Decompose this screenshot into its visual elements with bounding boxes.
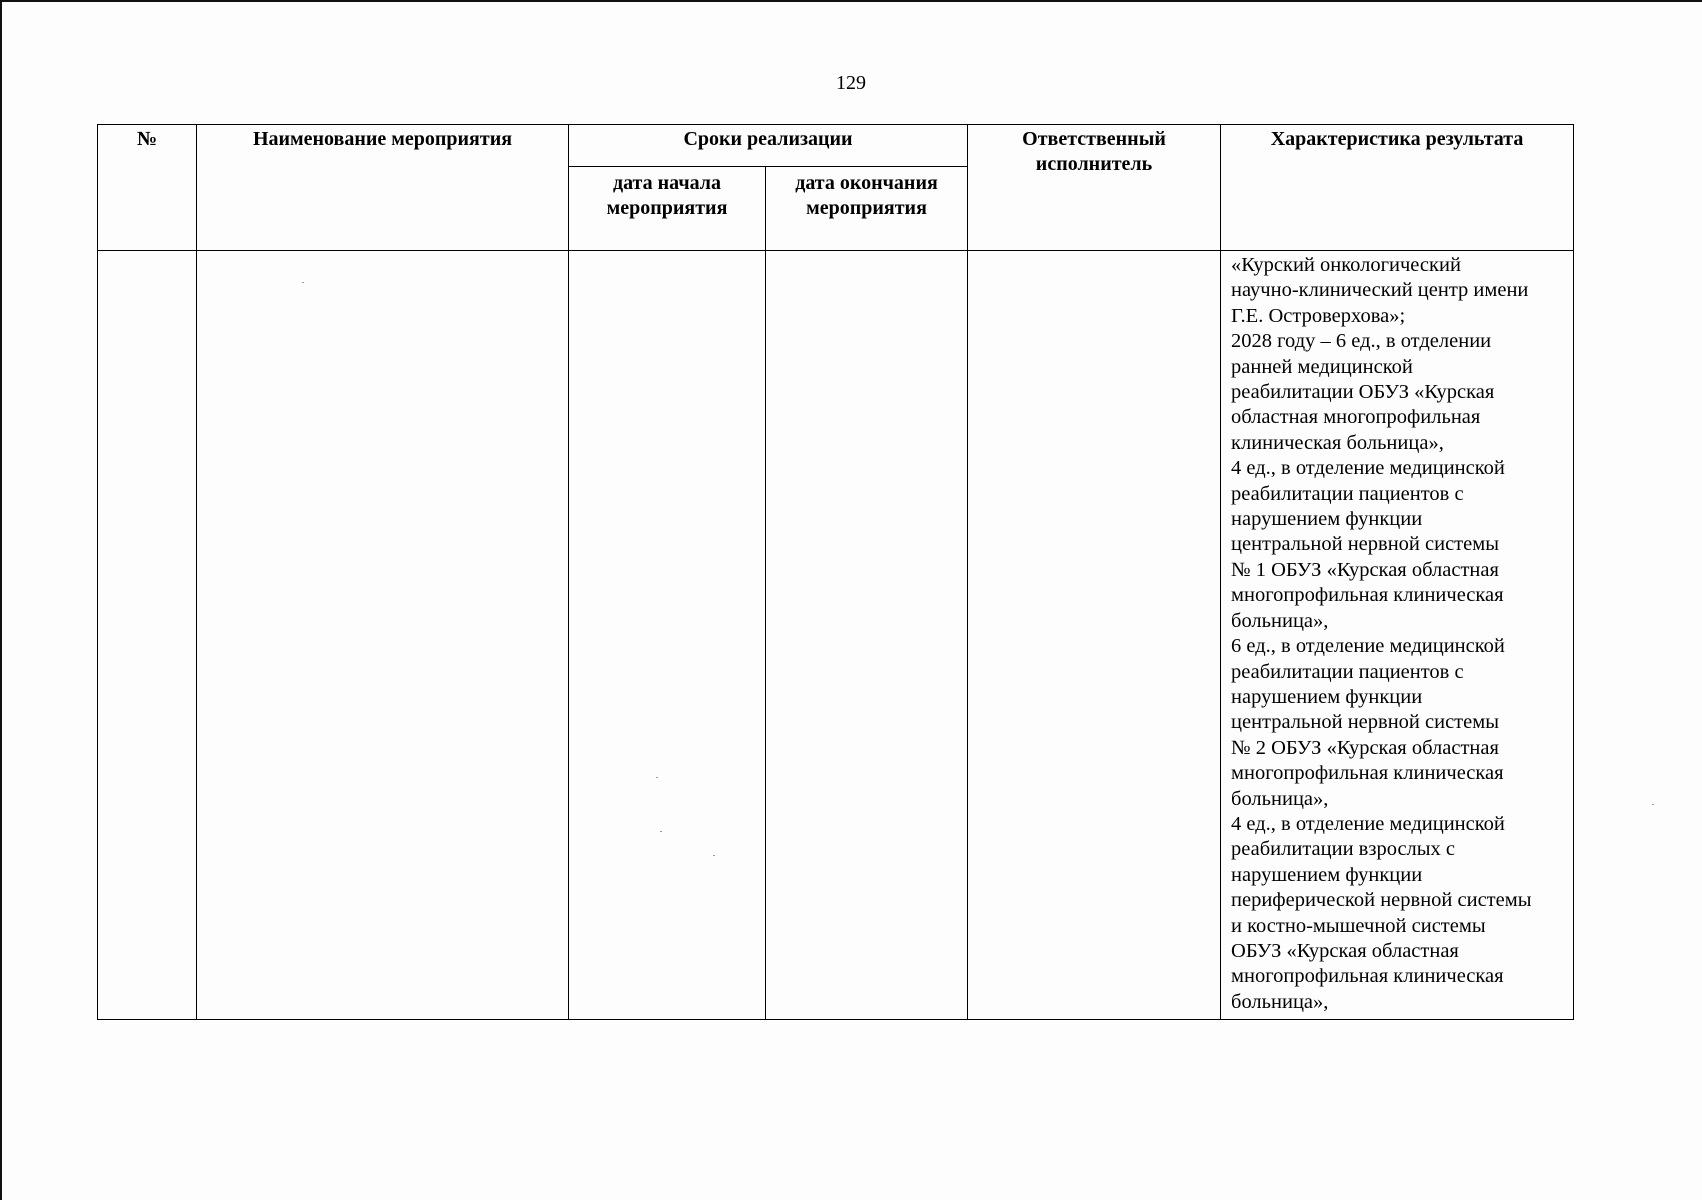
result-line: Г.Е. Островерхова»; <box>1231 304 1406 327</box>
result-line: больница», <box>1231 609 1329 632</box>
page-number: 129 <box>836 72 866 94</box>
cell-result <box>1221 251 1574 1020</box>
result-line: 4 ед., в отделение медицинской <box>1231 457 1505 480</box>
header-number: № <box>98 125 197 251</box>
scan-speck <box>656 777 658 778</box>
header-start-date: дата начала мероприятия <box>569 167 766 251</box>
cell-start-date <box>569 251 766 1020</box>
result-line: клиническая больница», <box>1231 431 1444 454</box>
result-line: многопрофильная клиническая <box>1231 584 1504 607</box>
scan-edge-left <box>0 0 2 1200</box>
measures-table <box>97 124 1574 1020</box>
result-line: областная многопрофильная <box>1231 406 1481 429</box>
result-line: реабилитации взрослых с <box>1231 838 1456 861</box>
header-result: Характеристика результата <box>1221 125 1574 251</box>
scan-speck <box>302 282 304 283</box>
result-line: реабилитации ОБУЗ «Курская <box>1231 381 1495 404</box>
result-line: реабилитации пациентов с <box>1231 482 1464 505</box>
result-line: многопрофильная клиническая <box>1231 762 1504 785</box>
result-line: № 2 ОБУЗ «Курская областная <box>1231 736 1499 759</box>
result-line: нарушением функции <box>1231 508 1423 531</box>
result-line: 4 ед., в отделение медицинской <box>1231 812 1505 835</box>
result-line: больница», <box>1231 990 1329 1013</box>
result-line: ранней медицинской <box>1231 355 1413 378</box>
header-row-1 <box>98 125 1574 167</box>
header-measure-name: Наименование мероприятия <box>197 125 569 251</box>
result-line: нарушением функции <box>1231 685 1423 708</box>
cell-responsible <box>968 251 1221 1020</box>
result-line: научно-клинический центр имени <box>1231 279 1529 302</box>
scan-speck <box>1652 804 1654 805</box>
result-line: периферической нервной системы <box>1231 889 1532 912</box>
result-line: центральной нервной системы <box>1231 533 1499 556</box>
cell-number <box>98 251 197 1020</box>
cell-end-date <box>766 251 968 1020</box>
result-line: нарушением функции <box>1231 863 1423 886</box>
result-line: «Курский онкологический <box>1231 254 1461 276</box>
header-implementation-period: Сроки реализации <box>569 125 968 167</box>
result-line: № 1 ОБУЗ «Курская областная <box>1231 558 1499 581</box>
result-line: многопрофильная клиническая <box>1231 965 1504 988</box>
cell-measure-name <box>197 251 569 1020</box>
header-responsible: Ответственный исполнитель <box>968 125 1221 251</box>
scan-speck <box>660 831 662 832</box>
result-line: 6 ед., в отделение медицинской <box>1231 635 1505 658</box>
scan-edge-top <box>0 0 1702 2</box>
scan-speck <box>713 855 715 856</box>
result-line: реабилитации пациентов с <box>1231 660 1464 683</box>
result-line: ОБУЗ «Курская областная <box>1231 939 1459 962</box>
result-line: центральной нервной системы <box>1231 711 1499 734</box>
result-line: и костно-мышечной системы <box>1231 914 1486 937</box>
result-line: больница», <box>1231 787 1329 810</box>
header-end-date: дата окончания мероприятия <box>766 167 968 251</box>
result-line: 2028 году – 6 ед., в отделении <box>1231 330 1492 353</box>
table-row <box>98 251 1574 1020</box>
